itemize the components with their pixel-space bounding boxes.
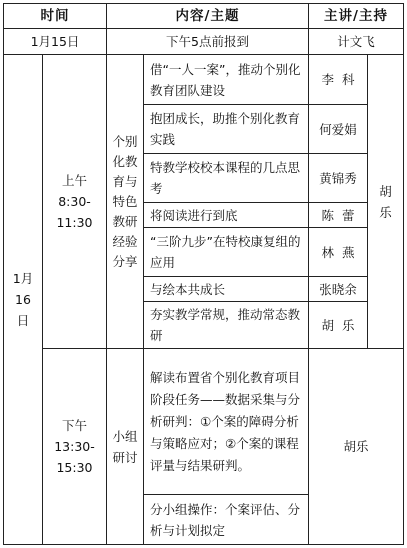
morning-theme-line: 个别 (112, 133, 138, 149)
day2-date (3, 54, 43, 545)
topic-row-1: 借“一人一案”，推动个别化教育团队建设 (143, 54, 309, 105)
report-host: 计文飞 (308, 28, 404, 55)
morning-host-line: 胡 (379, 183, 392, 199)
header-content: 内容/主题 (106, 3, 309, 29)
topic-row-7: 夯实教学常规，推动常态教研 (143, 301, 309, 349)
afternoon-theme (106, 348, 144, 545)
speaker-3: 黄锦秀 (308, 153, 368, 203)
day2-date-line: 16 (15, 292, 31, 307)
report-date: 1月15日 (3, 28, 107, 55)
afternoon-topic-1: 解读布置省个别化教育项目阶段任务——数据采集与分析研判：①个案的障碍分析与策略应对；②个案的课程评量与结果研判。 (143, 348, 309, 495)
afternoon-time-line: 下午 (61, 418, 87, 433)
header-host: 主讲/主持 (308, 3, 404, 29)
speaker-6: 张晓余 (308, 276, 368, 302)
speaker-7: 胡 乐 (308, 301, 368, 349)
morning-theme-line: 育与 (112, 173, 138, 189)
day2-date-line: 1月 (12, 271, 34, 286)
day2-date-line: 日 (16, 313, 30, 328)
afternoon-time-line: 13:30- (54, 439, 95, 454)
speaker-5: 林 燕 (308, 227, 368, 277)
afternoon-time-line: 15:30 (56, 460, 93, 475)
speaker-1: 李 科 (308, 54, 368, 105)
morning-time-line: 上午 (61, 173, 87, 188)
topic-row-2: 抱团成长，助推个别化教育实践 (143, 104, 309, 154)
afternoon-host: 胡乐 (308, 348, 404, 545)
topic-row-5: “三阶九步”在特校康复组的应用 (143, 227, 309, 277)
morning-theme-line: 分享 (112, 253, 138, 269)
topic-row-3: 特教学校校本课程的几点思考 (143, 153, 309, 203)
morning-time-line: 11:30 (56, 215, 93, 230)
speaker-2: 何爱娟 (308, 104, 368, 154)
morning-time (42, 54, 107, 349)
afternoon-theme-line: 研讨 (112, 449, 138, 465)
speaker-4: 陈 蕾 (308, 202, 368, 228)
afternoon-time (42, 348, 107, 545)
morning-theme (106, 54, 144, 349)
morning-host-line: 乐 (379, 204, 392, 220)
afternoon-theme-line: 小组 (112, 428, 138, 444)
morning-host (367, 54, 404, 349)
header-time: 时间 (3, 3, 107, 29)
afternoon-topic-2: 分小组操作：个案评估、分析与计划拟定 (143, 494, 309, 545)
report-content: 下午5点前报到 (106, 28, 309, 55)
topic-row-4: 将阅读进行到底 (143, 202, 309, 228)
topic-row-6: 与绘本共成长 (143, 276, 309, 302)
morning-theme-line: 特色 (112, 193, 138, 209)
morning-time-line: 8:30- (58, 194, 91, 209)
morning-theme-line: 经验 (112, 233, 138, 249)
morning-theme-line: 教研 (112, 213, 138, 229)
morning-theme-line: 化教 (112, 153, 138, 169)
